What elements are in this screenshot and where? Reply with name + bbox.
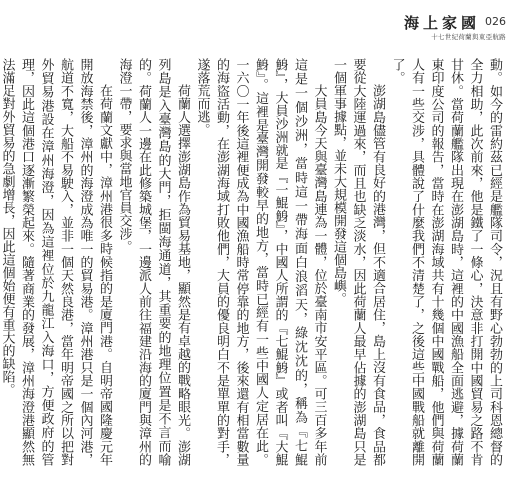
- body-text: [0, 58, 504, 466]
- page-number: 026: [485, 15, 506, 28]
- paragraph: 澎湖島儘管有良好的港灣，但不適合居住，島上沒有食品，食品都要從大陸運過來，而且也缺乏淡水，因此荷蘭人最早佔據的澎湖島只是一個軍事據點，並未大規模開發這個島嶼。: [331, 58, 385, 466]
- page-header: [350, 10, 510, 44]
- paragraph: 動。如今的雷約茲已經是艦隊司令，況且有野心勃勃的上司科恩總督的全力相助，此次前來，他是鐵了一條心，決意非打開中國貿易之路不肯甘休。當荷蘭艦隊出現在澎湖島時，這裡的中國漁船全面逃避，據荷蘭東印度公司的報告，當時在澎湖海域共有十幾個中國戰船，他們與荷蘭人有一些交涉，具體說了什麼我們不清楚了，之後這些中國戰船就離開了。: [389, 58, 502, 466]
- paragraph: 在荷蘭文獻中，漳州港很多時候指的是廈門港。自明帝國隆慶元年開放海禁後，漳州的海澄成為唯一的貿易港。漳州港只是一個內河港，航道不寬，大船不易駛入，並非一個天然良港，當年明帝國之所以把對外貿易港設在漳州海澄，因為這裡位於九龍江入海口，方便政府的管理，因此這個港口逐漸繁榮起來。隨著商業的發展，漳州海澄港顯然無法滿足對外貿易的急劇增長，因此這個始便有重大的缺陷。: [0, 58, 112, 466]
- book-title: 海上家國: [403, 14, 480, 32]
- book-subtitle: 十七世紀荷蘭與東亞航路: [431, 33, 506, 41]
- paragraph: 大員島今天與臺灣島連為一體，位於臺南市安平區。可三百多年前這是一個沙洲，當時這一帶海面白浪滔天，綠沈沈的，稱為『七鯤鯓』，大員沙洲就是『一鯤鯓』，中國人所謂的『七鯤鯓』或者叫『大鯤鯓』。這裡是臺灣開發較早的地方，當時已經有一些中國人定居在此。一六〇一年後這裡便成為中國漁船時常停靠的地方，後來還有相當數量的海盜活動，在澎湖海域打敗他們，大員的優良明白不是單單的對手，遂落荒而逃。: [194, 58, 327, 466]
- paragraph: 荷蘭人選擇澎湖島作為貿易基地，顯然是有卓越的戰略眼光。澎湖列島是入臺灣島的大門，拒閩海通道，其重要的地理位置是不言而喻的。荷蘭人一邊在此修築城堡，一邊派人前往福建沿海的廈門與漳州的海澄一帶，要求與當地官員交涉。: [116, 58, 190, 466]
